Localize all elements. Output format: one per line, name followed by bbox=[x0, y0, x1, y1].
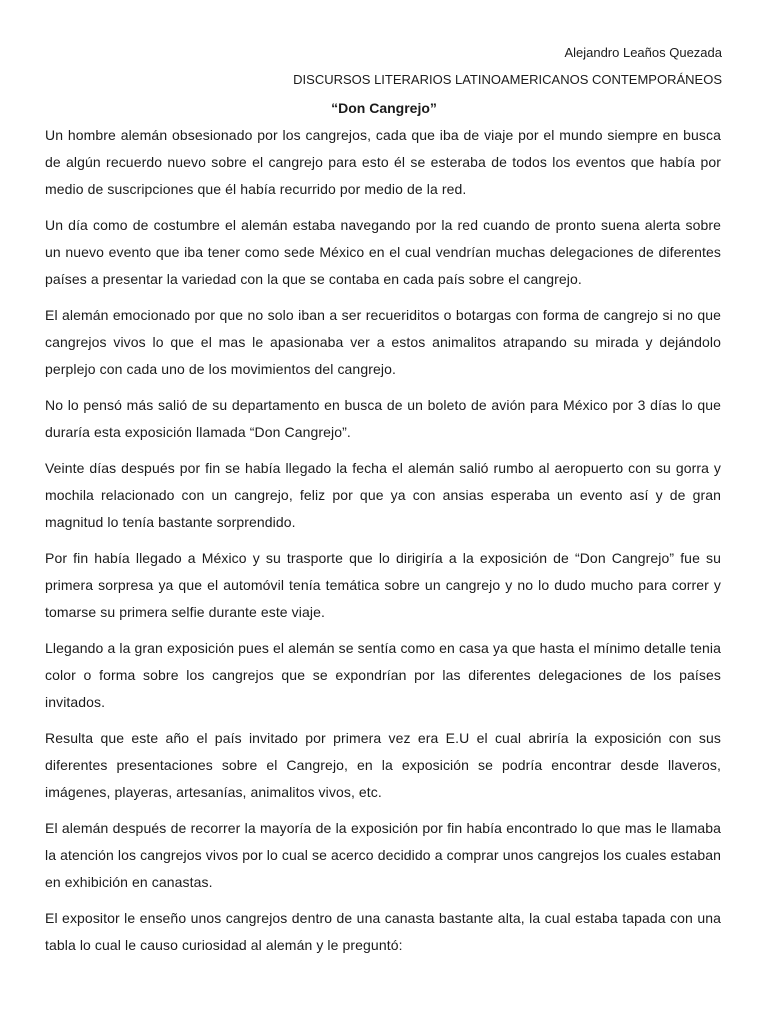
paragraph: Veinte días después por fin se había llegado la fecha el alemán salió rumbo al aeropuerto con su gorra y mochila relacionado con un cangrejo, feliz por que ya con ansias esperaba un evento así y de gran magnitud lo tenía bastante sorprendido. bbox=[45, 460, 721, 530]
paragraph: No lo pensó más salió de su departamento en busca de un boleto de avión para México por 3 días lo que duraría esta exposición llamada “Don Cangrejo”. bbox=[45, 397, 721, 440]
author-name: Alejandro Leaños Quezada bbox=[564, 45, 722, 60]
paragraph: El alemán después de recorrer la mayoría de la exposición por fin había encontrado lo que mas le llamaba la atención los cangrejos vivos por lo cual se acerco decidido a comprar unos cangrejos los cuales estaban en exhibición en canastas. bbox=[45, 820, 721, 890]
course-name: DISCURSOS LITERARIOS LATINOAMERICANOS CONTEMPORÁNEOS bbox=[293, 72, 722, 87]
paragraph: Llegando a la gran exposición pues el alemán se sentía como en casa ya que hasta el mínimo detalle tenia color o forma sobre los cangrejos que se expondrían por las diferentes delegaciones de los países invitados. bbox=[45, 640, 721, 710]
paragraph: Un día como de costumbre el alemán estaba navegando por la red cuando de pronto suena alerta sobre un nuevo evento que iba tener como sede México en el cual vendrían muchas delegaciones de diferentes países a presentar la variedad con la que se contaba en cada país sobre el cangrejo. bbox=[45, 217, 721, 287]
paragraph: El alemán emocionado por que no solo iban a ser recueriditos o botargas con forma de cangrejo si no que cangrejos vivos lo que el mas le apasionaba ver a estos animalitos atrapando su mirada y dejándolo perplejo con cada uno de los movimientos del cangrejo. bbox=[45, 307, 721, 377]
paragraph: El expositor le enseño unos cangrejos dentro de una canasta bastante alta, la cual estaba tapada con una tabla lo cual le causo curiosidad al alemán y le preguntó: bbox=[45, 910, 721, 953]
document-title: “Don Cangrejo” bbox=[331, 100, 437, 116]
paragraph: Resulta que este año el país invitado por primera vez era E.U el cual abriría la exposición con sus diferentes presentaciones sobre el Cangrejo, en la exposición se podría encontrar desde llaveros, imágenes, playeras, artesanías, animalitos vivos, etc. bbox=[45, 730, 721, 800]
paragraph: Un hombre alemán obsesionado por los cangrejos, cada que iba de viaje por el mundo siempre en busca de algún recuerdo nuevo sobre el cangrejo para esto él se esteraba de todos los eventos que había por medio de suscripciones que él había recurrido por medio de la red. bbox=[45, 127, 721, 197]
paragraph: Por fin había llegado a México y su trasporte que lo dirigiría a la exposición de “Don Cangrejo” fue su primera sorpresa ya que el automóvil tenía temática sobre un cangrejo y no lo dudo mucho para correr y tomarse su primera selfie durante este viaje. bbox=[45, 550, 721, 620]
document-body bbox=[45, 122, 721, 968]
